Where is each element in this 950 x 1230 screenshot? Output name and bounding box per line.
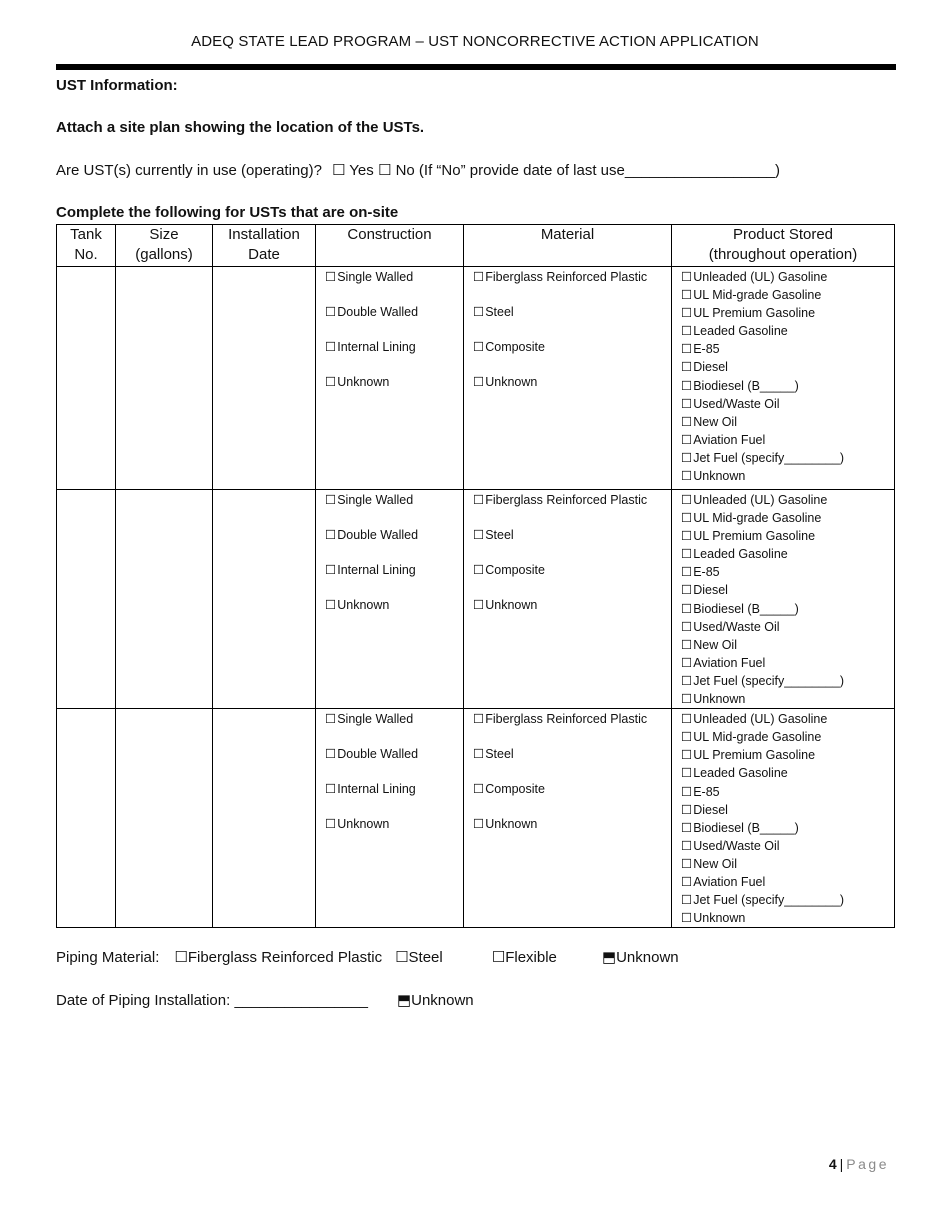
product-option-ul-mid-grade-gasoline[interactable] xyxy=(681,509,894,527)
installation-date-cell[interactable] xyxy=(213,267,316,490)
piping-date-unknown-label: Unknown xyxy=(411,992,474,1009)
construction-option-label: Unknown xyxy=(337,817,390,832)
ust-table xyxy=(56,224,895,928)
material-option-label: Steel xyxy=(485,528,514,542)
product-option-jet-fuel-specify[interactable] xyxy=(681,672,894,690)
material-options xyxy=(464,490,671,631)
material-option-label: Unknown xyxy=(485,375,538,389)
material-checkbox[interactable]: ☐ xyxy=(473,304,485,319)
product-option-label: Diesel xyxy=(693,583,728,598)
product-option-e-85[interactable] xyxy=(681,783,894,801)
product-option-unleaded-ul-gasoline[interactable] xyxy=(681,491,894,509)
product-option-label: E-85 xyxy=(693,565,720,580)
in-use-question: Are UST(s) currently in use (operating)? xyxy=(56,162,322,179)
page-number: 4 xyxy=(828,1156,837,1172)
material-option-label: Fiberglass Reinforced Plastic xyxy=(485,712,648,727)
product-option-label: Diesel xyxy=(693,802,728,817)
product-checkbox[interactable]: ☐ xyxy=(681,618,693,634)
piping-frp-checkbox[interactable]: ☐ xyxy=(174,948,188,966)
piping-flexible-label: Flexible xyxy=(505,949,557,966)
product-checkbox[interactable]: ☐ xyxy=(681,873,693,889)
product-option-ul-mid-grade-gasoline[interactable] xyxy=(681,728,894,746)
product-checkbox[interactable]: ☐ xyxy=(681,341,693,357)
product-checkbox[interactable]: ☐ xyxy=(681,582,693,598)
product-option-label: Jet Fuel (specify________) xyxy=(693,450,844,465)
product-stored-cell xyxy=(672,267,895,490)
page-separator: | xyxy=(839,1156,844,1172)
page-word: Page xyxy=(846,1156,889,1172)
header-size: Size (gallons) xyxy=(116,225,213,267)
product-checkbox[interactable]: ☐ xyxy=(681,747,693,763)
piping-frp-label: Fiberglass Reinforced Plastic xyxy=(187,949,383,966)
material-options xyxy=(464,709,671,850)
material-option-label: Composite xyxy=(485,563,545,577)
product-options xyxy=(672,709,894,927)
material-option-label: Unknown xyxy=(485,817,538,832)
product-option-jet-fuel-specify[interactable] xyxy=(681,449,894,467)
table-header-row xyxy=(57,225,895,267)
piping-steel-checkbox[interactable]: ☐ xyxy=(395,948,409,966)
construction-checkbox[interactable]: ☐ xyxy=(325,816,337,832)
product-option-label: New Oil xyxy=(693,856,737,871)
material-checkbox[interactable]: ☐ xyxy=(473,339,485,354)
header-material: Material xyxy=(464,225,672,267)
material-option-fiberglass-reinforced-plastic[interactable] xyxy=(473,710,671,745)
page-footer xyxy=(829,1156,889,1172)
table-row xyxy=(57,490,895,709)
section-heading: UST Information: xyxy=(56,77,178,94)
construction-option-double-walled[interactable] xyxy=(325,303,463,338)
product-checkbox[interactable]: ☐ xyxy=(681,729,693,745)
construction-option-label: Single Walled xyxy=(337,270,414,284)
material-option-unknown[interactable] xyxy=(473,596,671,631)
construction-option-single-walled[interactable] xyxy=(325,268,463,303)
product-option-label: Unleaded (UL) Gasoline xyxy=(693,270,828,284)
construction-option-single-walled[interactable] xyxy=(325,491,463,526)
product-option-label: Unleaded (UL) Gasoline xyxy=(693,493,828,507)
product-option-ul-premium-gasoline[interactable] xyxy=(681,304,894,322)
material-option-unknown[interactable] xyxy=(473,815,671,850)
product-options xyxy=(672,267,894,485)
product-option-label: UL Premium Gasoline xyxy=(693,529,816,544)
product-option-new-oil[interactable] xyxy=(681,636,894,654)
product-option-label: Diesel xyxy=(693,360,728,375)
construction-option-label: Double Walled xyxy=(337,305,419,319)
construction-checkbox[interactable]: ☐ xyxy=(325,746,337,762)
product-checkbox[interactable]: ☐ xyxy=(681,855,693,871)
construction-option-double-walled[interactable] xyxy=(325,526,463,561)
product-option-label: Aviation Fuel xyxy=(693,432,766,447)
product-option-label: New Oil xyxy=(693,637,737,652)
header-product-stored: Product Stored (throughout operation) xyxy=(672,225,895,267)
material-checkbox[interactable]: ☐ xyxy=(473,527,485,542)
product-checkbox[interactable]: ☐ xyxy=(681,510,693,526)
product-checkbox[interactable]: ☐ xyxy=(681,492,693,507)
product-option-label: Unknown xyxy=(693,692,746,707)
product-option-label: Jet Fuel (specify________) xyxy=(693,893,844,908)
material-checkbox[interactable]: ☐ xyxy=(473,492,485,507)
material-option-composite[interactable] xyxy=(473,780,671,815)
piping-material-label: Piping Material: xyxy=(56,949,160,966)
product-option-new-oil[interactable] xyxy=(681,855,894,873)
construction-option-label: Double Walled xyxy=(337,747,419,762)
material-option-fiberglass-reinforced-plastic[interactable] xyxy=(473,268,671,303)
piping-steel-label: Steel xyxy=(408,949,443,966)
size-cell[interactable] xyxy=(116,267,213,490)
size-cell[interactable] xyxy=(116,490,213,709)
attach-site-plan-note: Attach a site plan showing the location of the USTs. xyxy=(56,119,425,136)
material-option-steel[interactable] xyxy=(473,526,671,561)
product-checkbox[interactable]: ☐ xyxy=(681,377,693,393)
product-checkbox[interactable]: ☐ xyxy=(681,546,693,562)
table-row xyxy=(57,267,895,490)
material-option-label: Unknown xyxy=(485,598,538,612)
material-checkbox[interactable]: ☐ xyxy=(473,269,485,284)
product-checkbox[interactable]: ☐ xyxy=(681,413,693,429)
material-cell xyxy=(464,490,672,709)
material-option-label: Composite xyxy=(485,782,545,797)
product-option-ul-premium-gasoline[interactable] xyxy=(681,527,894,545)
product-checkbox[interactable]: ☐ xyxy=(681,783,693,799)
material-checkbox[interactable]: ☐ xyxy=(473,816,485,832)
material-option-label: Steel xyxy=(485,747,514,762)
piping-unknown-checkbox[interactable]: ⬒ xyxy=(601,948,617,966)
material-option-unknown[interactable] xyxy=(473,373,671,408)
product-option-label: Biodiesel (B_____) xyxy=(693,820,799,835)
product-option-label: Aviation Fuel xyxy=(693,655,766,670)
product-option-diesel[interactable] xyxy=(681,358,894,376)
tank-no-cell[interactable] xyxy=(57,709,116,928)
piping-material-line xyxy=(56,948,679,966)
header-installation-date: Installation Date xyxy=(213,225,316,267)
product-checkbox[interactable]: ☐ xyxy=(681,892,693,908)
material-checkbox[interactable]: ☐ xyxy=(473,562,485,577)
construction-checkbox[interactable]: ☐ xyxy=(325,304,337,319)
construction-option-label: Double Walled xyxy=(337,528,419,542)
product-option-label: Unknown xyxy=(693,469,746,484)
product-checkbox[interactable]: ☐ xyxy=(681,636,693,652)
product-option-unknown[interactable] xyxy=(681,467,894,485)
product-option-label: Unknown xyxy=(693,911,746,926)
product-option-label: Used/Waste Oil xyxy=(693,838,780,853)
product-option-label: Jet Fuel (specify________) xyxy=(693,673,844,688)
product-option-used-waste-oil[interactable] xyxy=(681,618,894,636)
table-caption: Complete the following for USTs that are on-site xyxy=(56,204,399,221)
product-checkbox[interactable]: ☐ xyxy=(681,711,693,727)
product-option-label: Leaded Gasoline xyxy=(693,547,788,562)
piping-flexible-checkbox[interactable]: ☐ xyxy=(491,948,506,966)
product-option-label: New Oil xyxy=(693,414,737,429)
piping-date-field[interactable]: Date of Piping Installation: ________________ xyxy=(56,992,368,1009)
product-option-unknown[interactable] xyxy=(681,690,894,708)
construction-checkbox[interactable]: ☐ xyxy=(325,597,337,612)
product-stored-cell xyxy=(672,490,895,709)
product-checkbox[interactable]: ☐ xyxy=(681,449,693,465)
product-checkbox[interactable]: ☐ xyxy=(681,468,693,484)
product-option-biodiesel-b[interactable] xyxy=(681,600,894,618)
product-option-label: UL Mid-grade Gasoline xyxy=(693,730,822,745)
product-option-label: Used/Waste Oil xyxy=(693,396,780,411)
construction-option-internal-lining[interactable] xyxy=(325,561,463,596)
product-stored-cell xyxy=(672,709,895,928)
product-option-ul-premium-gasoline[interactable] xyxy=(681,746,894,764)
construction-options xyxy=(316,709,463,850)
construction-checkbox[interactable]: ☐ xyxy=(325,527,337,542)
construction-option-label: Unknown xyxy=(337,375,390,389)
product-option-unknown[interactable] xyxy=(681,909,894,927)
construction-cell xyxy=(316,709,464,928)
product-option-label: Biodiesel (B_____) xyxy=(693,378,799,393)
material-option-label: Fiberglass Reinforced Plastic xyxy=(485,493,648,507)
material-cell xyxy=(464,267,672,490)
construction-checkbox[interactable]: ☐ xyxy=(325,781,337,797)
page-header: ADEQ STATE LEAD PROGRAM – UST NONCORRECTIVE ACTION APPLICATION xyxy=(191,33,759,50)
construction-checkbox[interactable]: ☐ xyxy=(325,492,337,507)
construction-checkbox[interactable]: ☐ xyxy=(325,711,337,727)
product-option-label: Unleaded (UL) Gasoline xyxy=(693,712,828,727)
product-checkbox[interactable]: ☐ xyxy=(681,323,693,339)
product-checkbox[interactable]: ☐ xyxy=(681,269,693,284)
header-rule xyxy=(56,64,896,70)
yes-label: Yes xyxy=(349,162,374,179)
product-checkbox[interactable]: ☐ xyxy=(681,395,693,411)
installation-date-cell[interactable] xyxy=(213,490,316,709)
product-option-label: Used/Waste Oil xyxy=(693,619,780,634)
construction-option-label: Internal Lining xyxy=(337,563,416,577)
product-checkbox[interactable]: ☐ xyxy=(681,691,693,707)
construction-option-internal-lining[interactable] xyxy=(325,338,463,373)
product-option-e-85[interactable] xyxy=(681,563,894,581)
material-option-steel[interactable] xyxy=(473,745,671,780)
construction-cell xyxy=(316,267,464,490)
product-checkbox[interactable]: ☐ xyxy=(681,801,693,817)
material-option-composite[interactable] xyxy=(473,338,671,373)
product-checkbox[interactable]: ☐ xyxy=(681,431,693,447)
material-option-fiberglass-reinforced-plastic[interactable] xyxy=(473,491,671,526)
header-construction: Construction xyxy=(316,225,464,267)
product-option-leaded-gasoline[interactable] xyxy=(681,764,894,782)
product-option-unleaded-ul-gasoline[interactable] xyxy=(681,710,894,728)
construction-option-label: Single Walled xyxy=(337,712,414,727)
product-option-jet-fuel-specify[interactable] xyxy=(681,891,894,909)
product-option-label: UL Mid-grade Gasoline xyxy=(693,288,822,303)
product-option-label: UL Premium Gasoline xyxy=(693,748,816,763)
product-checkbox[interactable]: ☐ xyxy=(681,654,693,670)
material-cell xyxy=(464,709,672,928)
material-option-steel[interactable] xyxy=(473,303,671,338)
no-checkbox[interactable]: ☐ xyxy=(377,161,392,179)
product-option-aviation-fuel[interactable] xyxy=(681,431,894,449)
construction-checkbox[interactable]: ☐ xyxy=(325,562,337,577)
piping-unknown-label: Unknown xyxy=(616,949,679,966)
piping-date-line xyxy=(56,991,474,1009)
size-cell[interactable] xyxy=(116,709,213,928)
product-checkbox[interactable]: ☐ xyxy=(681,837,693,853)
product-checkbox[interactable]: ☐ xyxy=(681,564,693,580)
material-option-label: Steel xyxy=(485,305,514,319)
product-option-label: Biodiesel (B_____) xyxy=(693,601,799,616)
construction-checkbox[interactable]: ☐ xyxy=(325,374,337,389)
product-option-used-waste-oil[interactable] xyxy=(681,837,894,855)
product-checkbox[interactable]: ☐ xyxy=(681,359,693,375)
in-use-question-line xyxy=(56,161,780,179)
product-checkbox[interactable]: ☐ xyxy=(681,287,693,303)
material-checkbox[interactable]: ☐ xyxy=(473,597,485,612)
header-tank-no: Tank No. xyxy=(57,225,116,267)
construction-option-unknown[interactable] xyxy=(325,596,463,631)
construction-options xyxy=(316,490,463,631)
product-checkbox[interactable]: ☐ xyxy=(681,600,693,616)
construction-checkbox[interactable]: ☐ xyxy=(325,269,337,284)
construction-checkbox[interactable]: ☐ xyxy=(325,339,337,354)
construction-options xyxy=(316,267,463,408)
material-checkbox[interactable]: ☐ xyxy=(473,711,485,727)
product-option-label: Leaded Gasoline xyxy=(693,324,788,339)
product-checkbox[interactable]: ☐ xyxy=(681,305,693,321)
product-checkbox[interactable]: ☐ xyxy=(681,672,693,688)
construction-option-label: Internal Lining xyxy=(337,782,416,797)
material-checkbox[interactable]: ☐ xyxy=(473,781,485,797)
product-option-aviation-fuel[interactable] xyxy=(681,873,894,891)
construction-option-unknown[interactable] xyxy=(325,373,463,408)
product-option-label: Leaded Gasoline xyxy=(693,766,788,781)
material-checkbox[interactable]: ☐ xyxy=(473,746,485,762)
product-option-biodiesel-b[interactable] xyxy=(681,377,894,395)
product-option-label: E-85 xyxy=(693,342,720,357)
product-option-e-85[interactable] xyxy=(681,340,894,358)
product-option-aviation-fuel[interactable] xyxy=(681,654,894,672)
installation-date-cell[interactable] xyxy=(213,709,316,928)
product-option-used-waste-oil[interactable] xyxy=(681,395,894,413)
product-option-unleaded-ul-gasoline[interactable] xyxy=(681,268,894,286)
product-option-label: UL Premium Gasoline xyxy=(693,306,816,321)
product-option-biodiesel-b[interactable] xyxy=(681,819,894,837)
construction-cell xyxy=(316,490,464,709)
construction-option-single-walled[interactable] xyxy=(325,710,463,745)
product-option-ul-mid-grade-gasoline[interactable] xyxy=(681,286,894,304)
product-checkbox[interactable]: ☐ xyxy=(681,765,693,781)
product-option-leaded-gasoline[interactable] xyxy=(681,322,894,340)
material-checkbox[interactable]: ☐ xyxy=(473,374,485,389)
material-option-label: Fiberglass Reinforced Plastic xyxy=(485,270,648,284)
construction-option-internal-lining[interactable] xyxy=(325,780,463,815)
product-option-label: E-85 xyxy=(693,784,720,799)
product-checkbox[interactable]: ☐ xyxy=(681,819,693,835)
product-option-new-oil[interactable] xyxy=(681,413,894,431)
product-checkbox[interactable]: ☐ xyxy=(681,910,693,926)
product-option-label: Aviation Fuel xyxy=(693,874,766,889)
product-checkbox[interactable]: ☐ xyxy=(681,528,693,544)
construction-option-label: Single Walled xyxy=(337,493,414,507)
tank-no-cell[interactable] xyxy=(57,267,116,490)
material-options xyxy=(464,267,671,408)
product-option-label: UL Mid-grade Gasoline xyxy=(693,511,822,526)
product-option-diesel[interactable] xyxy=(681,581,894,599)
construction-option-unknown[interactable] xyxy=(325,815,463,850)
material-option-composite[interactable] xyxy=(473,561,671,596)
table-row xyxy=(57,709,895,928)
no-label: No (If “No” provide date of last use__________________) xyxy=(395,162,781,179)
product-option-leaded-gasoline[interactable] xyxy=(681,545,894,563)
construction-option-label: Unknown xyxy=(337,598,390,612)
tank-no-cell[interactable] xyxy=(57,490,116,709)
product-options xyxy=(672,490,894,708)
yes-checkbox[interactable]: ☐ xyxy=(331,161,346,179)
construction-option-label: Internal Lining xyxy=(337,340,416,354)
construction-option-double-walled[interactable] xyxy=(325,745,463,780)
piping-date-unknown-checkbox[interactable]: ⬒ xyxy=(396,991,412,1009)
material-option-label: Composite xyxy=(485,340,545,354)
product-option-diesel[interactable] xyxy=(681,801,894,819)
